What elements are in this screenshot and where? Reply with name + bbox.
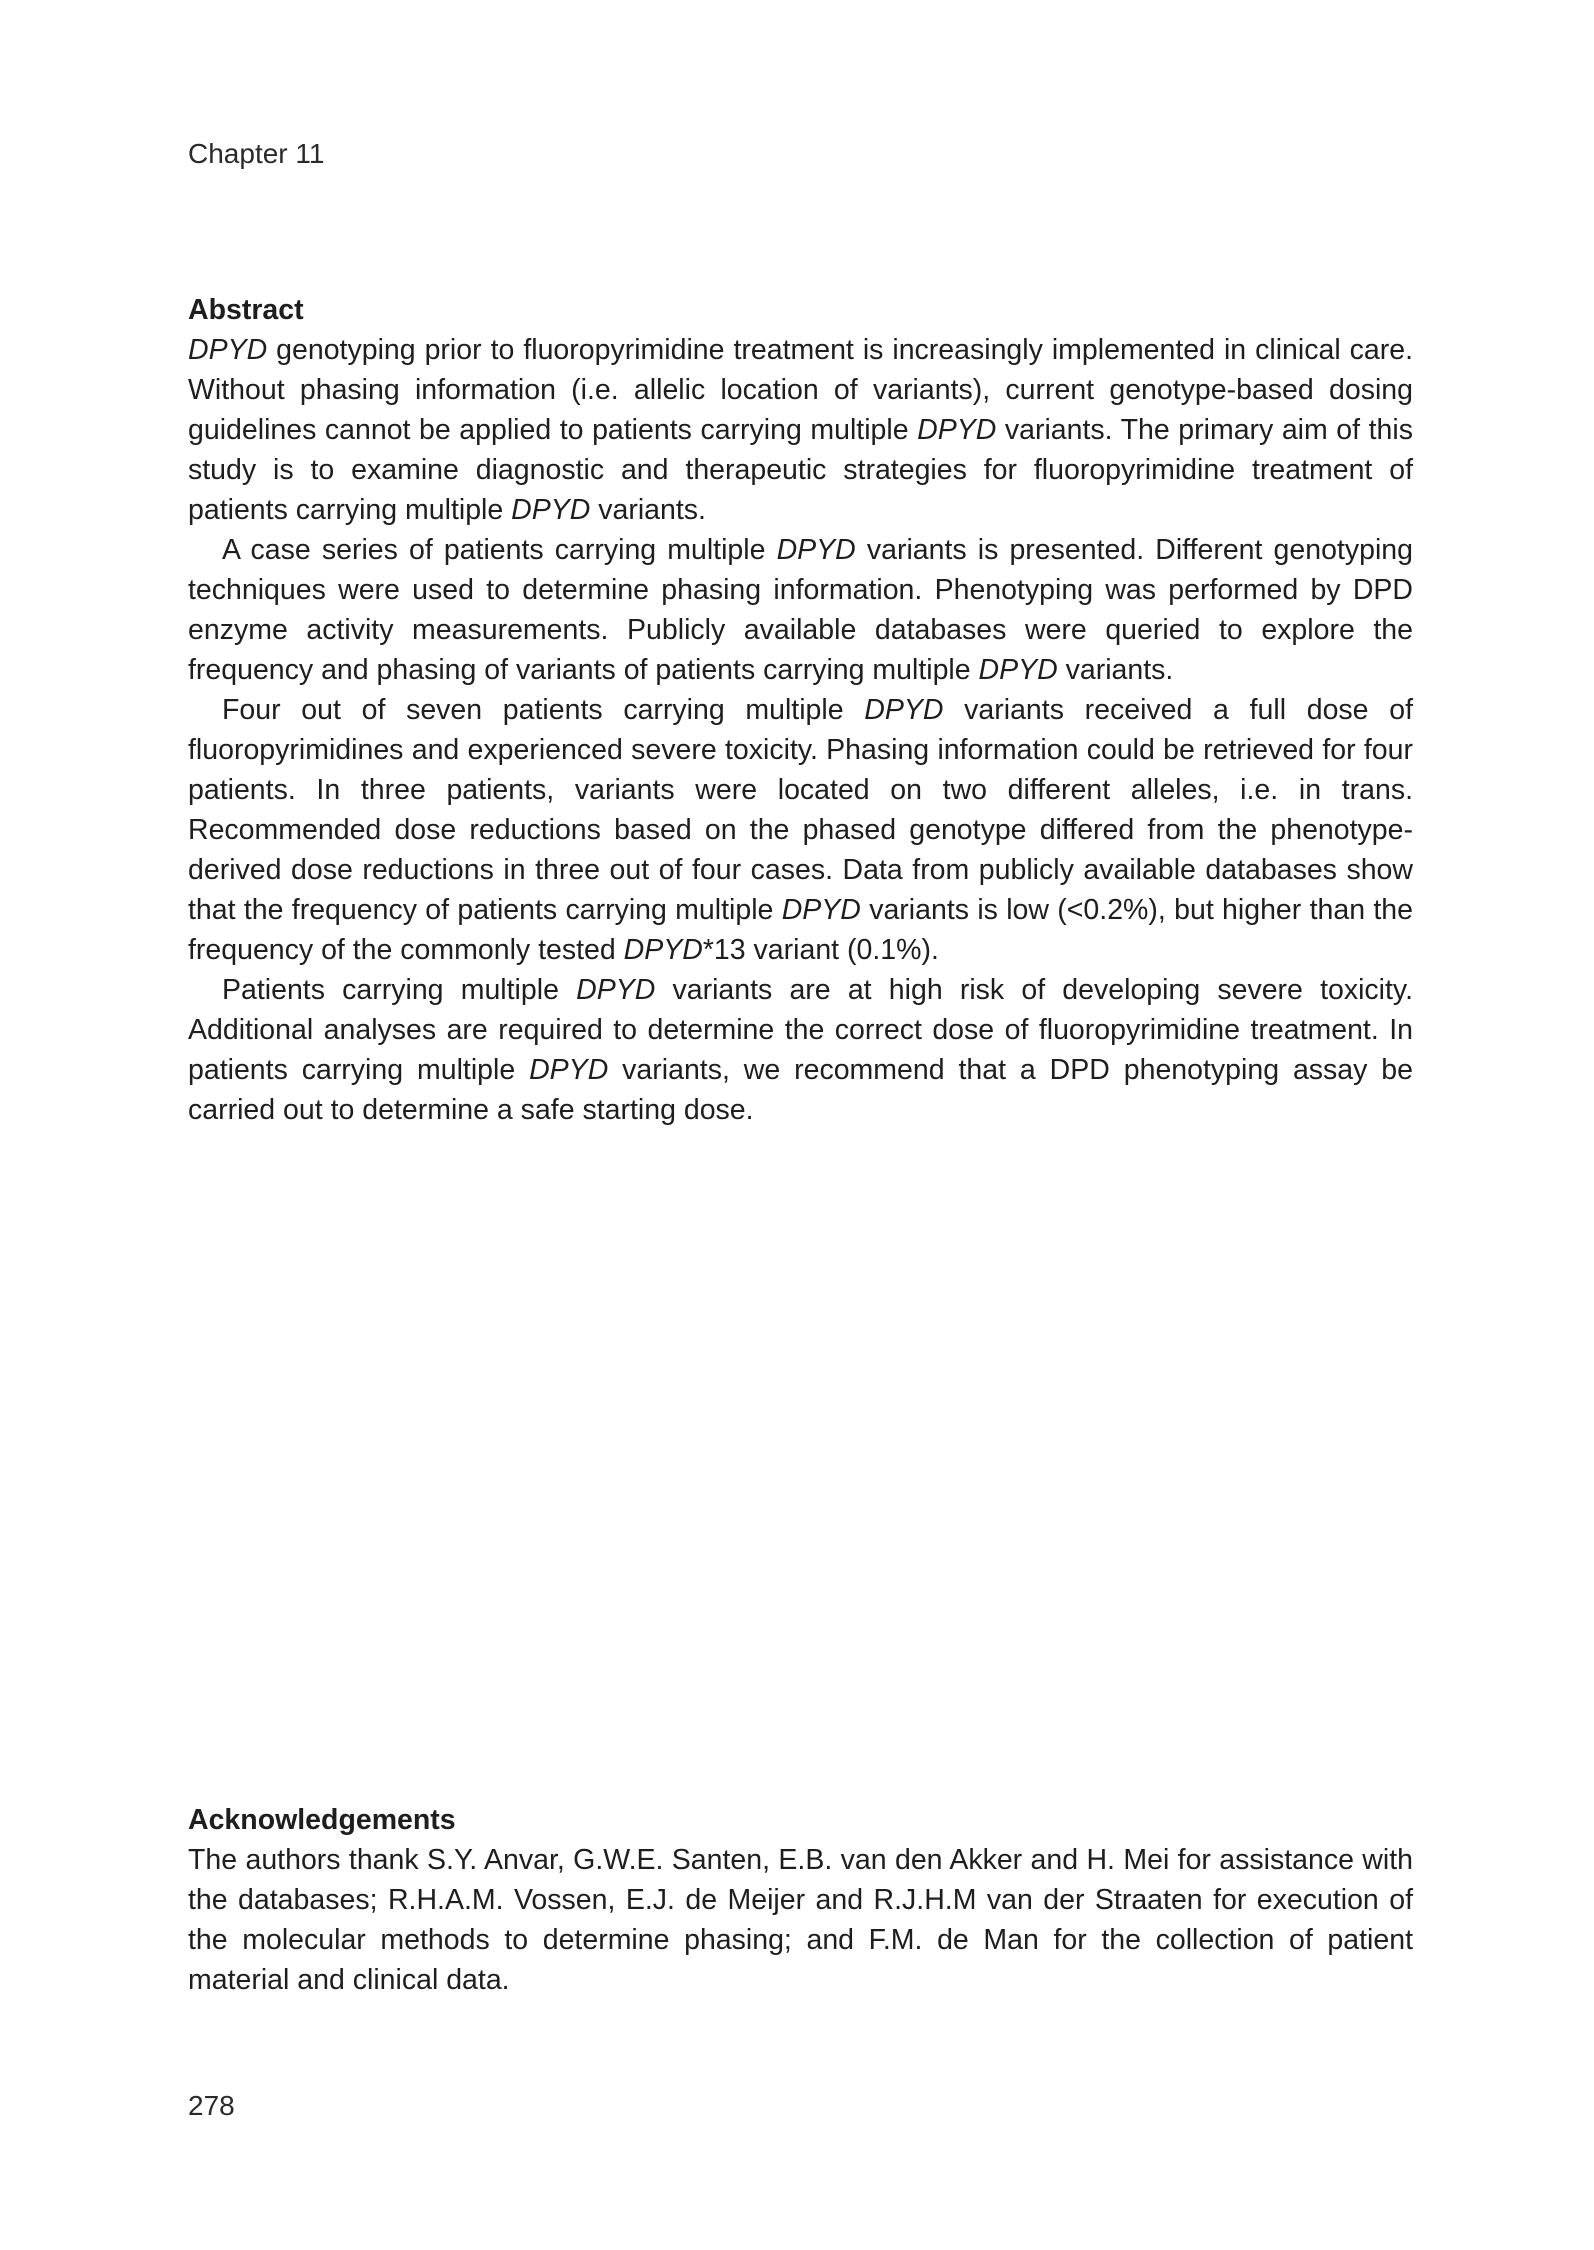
acknowledgements-heading: Acknowledgements [188, 1804, 456, 1836]
abstract-paragraph-3: Four out of seven patients carrying multiple DPYD variants received a full dose of fluoropyrimidines and experienced severe toxicity. Phasing information could be retrieved for four patients. In three patients, variants were located on two different alleles, i.e. in trans. Recommended dose reductions based on the phased genotype differed from the phenotype-derived dose reductions in three out of four cases. Data from publicly available databases show that the frequency of patients carrying multiple DPYD variants is low (<0.2%), but higher than the frequency of the commonly tested DPYD*13 variant (0.1%). [188, 694, 1413, 966]
acknowledgements-text: The authors thank S.Y. Anvar, G.W.E. Santen, E.B. van den Akker and H. Mei for assistance with the databases; R.H.A.M. Vossen, E.J. de Meijer and R.J.H.M van der Straaten for execution of the molecular methods to determine phasing; and F.M. de Man for the collection of patient material and clinical data. [188, 1844, 1413, 1996]
abstract-paragraph-2: A case series of patients carrying multiple DPYD variants is presented. Different genotyping techniques were used to determine phasing information. Phenotyping was performed by DPD enzyme activity measurements. Publicly available databases were queried to explore the frequency and phasing of variants of patients carrying multiple DPYD variants. [188, 534, 1414, 686]
abstract-paragraph-4: Patients carrying multiple DPYD variants are at high risk of developing severe toxicity. Additional analyses are required to determine the correct dose of fluoropyrimidine treatment. In patients carrying multiple DPYD variants, we recommend that a DPD phenotyping assay be carried out to determine a safe starting dose. [188, 974, 1413, 1126]
abstract-heading: Abstract [188, 294, 304, 326]
abstract-section [188, 290, 1413, 1130]
page-number: 278 [188, 2090, 235, 2121]
acknowledgements-section [188, 1800, 1413, 2000]
running-head: Chapter 11 [188, 138, 325, 169]
abstract-paragraph-1: DPYD genotyping prior to fluoropyrimidine treatment is increasingly implemented in clinical care. Without phasing information (i.e. allelic location of variants), current genotype-based dosing guidelines cannot be applied to patients carrying multiple DPYD variants. The primary aim of this study is to examine diagnostic and therapeutic strategies for fluoropyrimidine treatment of patients carrying multiple DPYD variants. [188, 334, 1413, 526]
